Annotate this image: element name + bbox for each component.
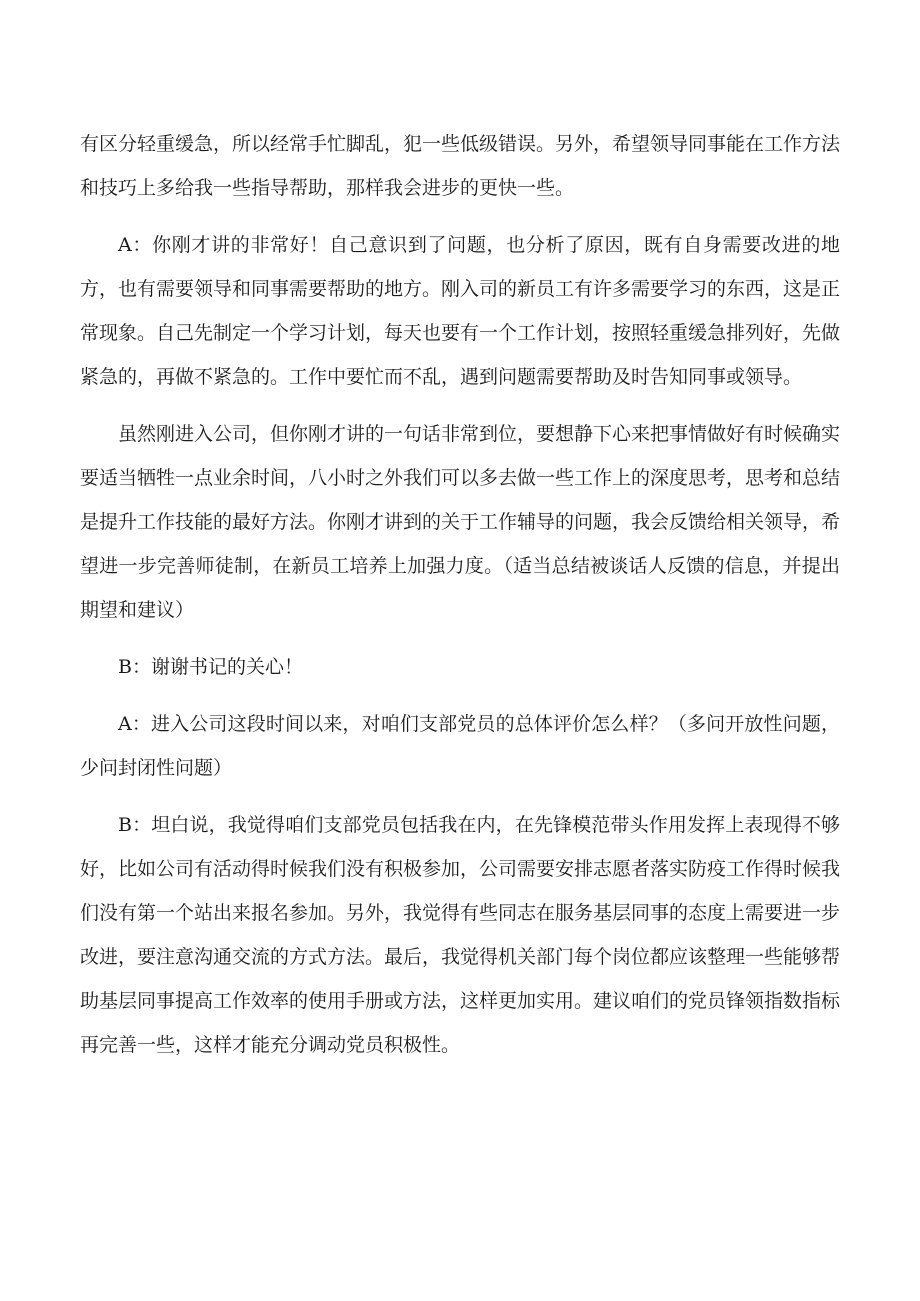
paragraph-1: 有区分轻重缓急，所以经常手忙脚乱，犯一些低级错误。另外，希望领导同事能在工作方法和技巧上多给我一些指导帮助，那样我会进步的更快一些。 [80, 133, 841, 199]
document-body [80, 122, 840, 1080]
paragraph-4: B：谢谢书记的关心！ [118, 656, 303, 678]
paragraph-3: 虽然刚进入公司，但你刚才讲的一句话非常到位，要想静下心来把事情做好有时候确实要适当牺牲一点业余时间，八小时之外我们可以多去做一些工作上的深度思考，思考和总结是提升工作技能的最好方法。你刚才讲到的关于工作辅导的问题，我会反馈给相关领导，希望进一步完善师徒制，在新员工培养上加强力度。（适当总结被谈话人反馈的信息，并提出期望和建议） [80, 423, 841, 621]
paragraph-5: A：进入公司这段时间以来，对咱们支部党员的总体评价怎么样？（多问开放性问题，少问封闭性问题） [80, 713, 840, 779]
paragraph-6: B：坦白说，我觉得咱们支部党员包括我在内，在先锋模范带头作用发挥上表现得不够好，比如公司有活动得时候我们没有积极参加，公司需要安排志愿者落实防疫工作得时候我们没有第一个站出来报名参加。另外，我觉得有些同志在服务基层同事的态度上需要进一步改进，要注意沟通交流的方式方法。最后，我觉得机关部门每个岗位都应该整理一些能够帮助基层同事提高工作效率的使用手册或方法，这样更加实用。建议咱们的党员锋领指数指标再完善一些，这样才能充分调动党员积极性。 [80, 814, 841, 1056]
paragraph-2: A：你刚才讲的非常好！自己意识到了问题，也分析了原因，既有自身需要改进的地方，也有需要领导和同事需要帮助的地方。刚入司的新员工有许多需要学习的东西，这是正常现象。自己先制定一个学习计划，每天也要有一个工作计划，按照轻重缓急排列好，先做紧急的，再做不紧急的。工作中要忙而不乱，遇到问题需要帮助及时告知同事或领导。 [80, 234, 841, 388]
